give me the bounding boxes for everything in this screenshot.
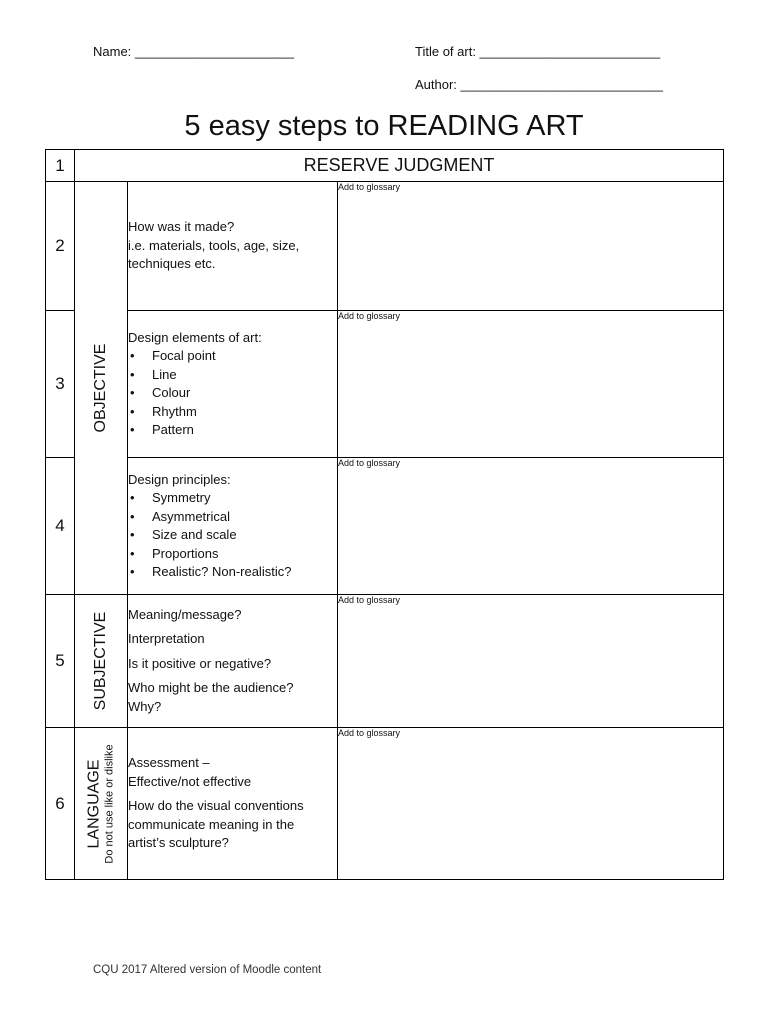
glossary-label: Add to glossary (338, 182, 401, 192)
step-number: 5 (46, 595, 75, 728)
step-number: 1 (46, 150, 75, 182)
list-item: • Size and scale (152, 526, 337, 545)
page-title: 5 easy steps to READING ART (184, 110, 584, 142)
list-item: • Line (152, 366, 337, 385)
prompt-intro: Design principles: (128, 471, 231, 487)
step-row-4 (46, 458, 724, 595)
step-number: 6 (46, 728, 75, 880)
step-row-6 (46, 728, 724, 880)
glossary-label: Add to glossary (338, 728, 401, 738)
prompt-line: techniques etc. (128, 256, 216, 272)
prompt-line: How was it made? (128, 219, 235, 235)
prompt-design-principles (128, 458, 338, 595)
language-label-cell (75, 728, 128, 880)
glossary-cell[interactable] (338, 311, 724, 458)
reading-art-table (45, 149, 724, 880)
prompt-assessment (128, 728, 338, 880)
language-note: Do not use like or dislike (103, 743, 116, 864)
list-item: • Symmetry (152, 489, 337, 508)
objective-label-cell (75, 182, 128, 595)
prompt-line: Who might be the audience? (128, 680, 294, 696)
step-row-1 (46, 150, 724, 182)
step-number: 4 (46, 458, 75, 595)
prompt-line: i.e. materials, tools, age, size, (128, 237, 300, 253)
list-item: • Realistic? Non-realistic? (152, 563, 337, 582)
prompt-line: artist’s sculpture? (128, 835, 229, 851)
glossary-cell[interactable] (338, 728, 724, 880)
glossary-cell[interactable] (338, 595, 724, 728)
title-of-art-field[interactable]: Title of art: _________________________ (415, 44, 661, 59)
prompt-line: Interpretation (128, 631, 205, 647)
prompt-line: Why? (128, 698, 162, 714)
list-item: • Asymmetrical (152, 508, 337, 527)
prompt-intro: Design elements of art: (128, 329, 262, 345)
subjective-label: SUBJECTIVE (91, 611, 109, 711)
list-item: • Focal point (152, 347, 337, 366)
glossary-label: Add to glossary (338, 311, 401, 321)
prompt-line: Meaning/message? (128, 606, 242, 622)
step-row-2 (46, 182, 724, 311)
footer-note: CQU 2017 Altered version of Moodle content (93, 964, 322, 976)
list-item: • Proportions (152, 545, 337, 564)
glossary-label: Add to glossary (338, 595, 401, 605)
prompt-line: Assessment – (128, 755, 210, 771)
bullet-list (128, 489, 337, 582)
subjective-label-cell (75, 595, 128, 728)
step-number: 3 (46, 311, 75, 458)
reserve-judgment-heading: RESERVE JUDGMENT (75, 150, 724, 182)
prompt-line: Is it positive or negative? (128, 655, 272, 671)
language-label: LANGUAGE (85, 759, 103, 848)
objective-label: OBJECTIVE (91, 343, 109, 433)
prompt-line: communicate meaning in the (128, 816, 295, 832)
prompt-how-made (128, 182, 338, 311)
step-row-5 (46, 595, 724, 728)
author-field[interactable]: Author: ____________________________ (415, 77, 663, 92)
bullet-list (128, 347, 337, 440)
prompt-line: Effective/not effective (128, 773, 252, 789)
step-number: 2 (46, 182, 75, 311)
step-row-3 (46, 311, 724, 458)
prompt-design-elements (128, 311, 338, 458)
prompt-meaning (128, 595, 338, 728)
list-item: • Colour (152, 384, 337, 403)
glossary-label: Add to glossary (338, 458, 401, 468)
list-item: • Pattern (152, 421, 337, 440)
name-field[interactable]: Name: ______________________ (93, 44, 294, 59)
list-item: • Rhythm (152, 403, 337, 422)
glossary-cell[interactable] (338, 182, 724, 311)
prompt-line: How do the visual conventions (128, 798, 304, 814)
glossary-cell[interactable] (338, 458, 724, 595)
